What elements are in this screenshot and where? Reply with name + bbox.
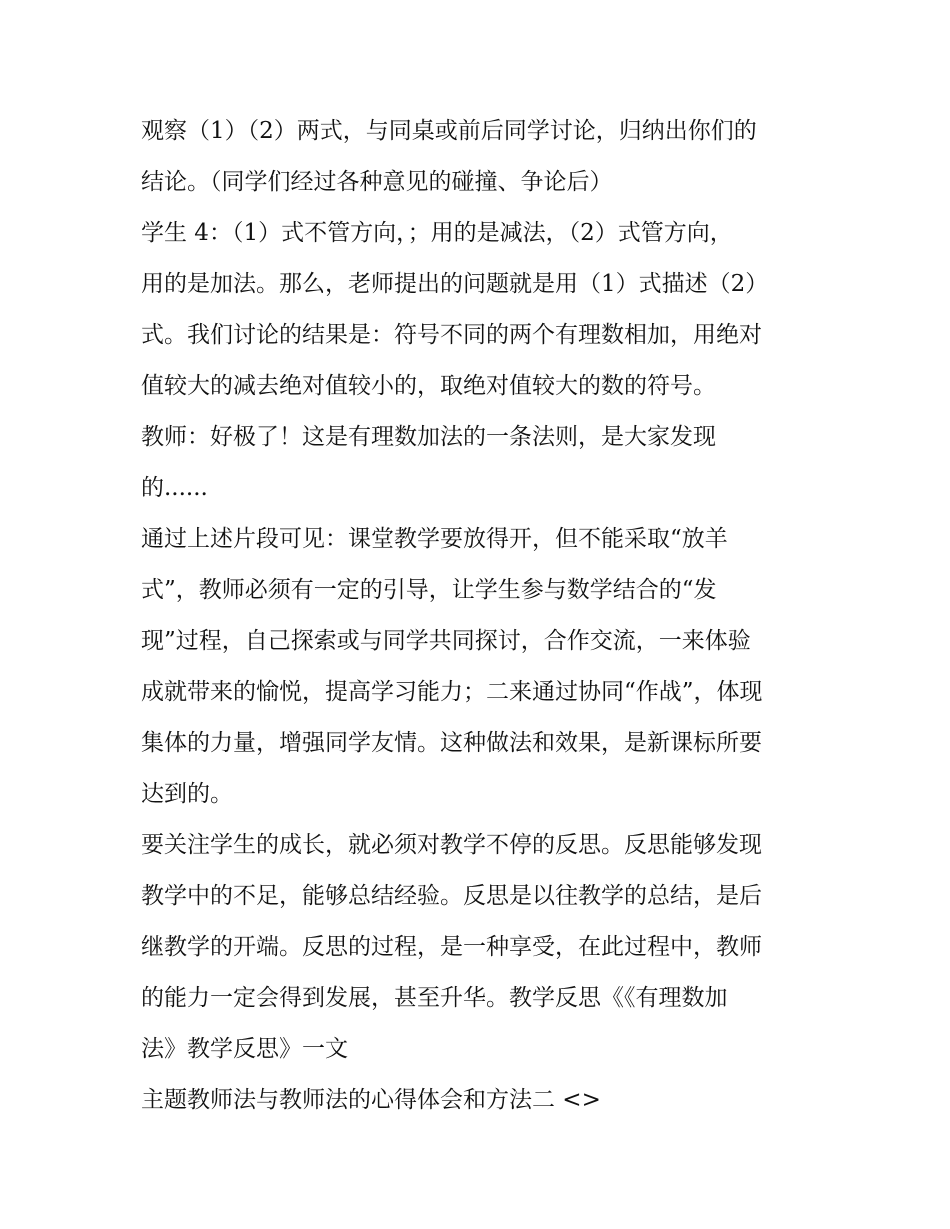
text-line: 值较大的减去绝对值较小的，取绝对值较大的数的符号。	[141, 373, 716, 399]
text-line: 集体的力量，增强同学友情。这种做法和效果，是新课标所要	[141, 730, 762, 756]
text-line: 达到的。	[141, 781, 233, 807]
text-line: 通过上述片段可见：课堂教学要放得开，但不能采取“放羊	[141, 526, 728, 552]
text-line: 教师：好极了！这是有理数加法的一条法则，是大家发现	[141, 424, 716, 450]
text-line: 继教学的开端。反思的过程，是一种享受，在此过程中，教师	[141, 934, 762, 960]
text-line: 观察（1）（2）两式，与同桌或前后同学讨论，归纳出你们的	[141, 118, 757, 144]
text-line: 学生 4：（1）式不管方向，；用的是减法，（2）式管方向，	[141, 220, 733, 246]
text-line: 要关注学生的成长，就必须对教学不停的反思。反思能够发现	[141, 832, 762, 858]
document-body	[141, 108, 821, 1128]
text-line: 结论。（同学们经过各种意见的碰撞、争论后）	[141, 169, 613, 195]
text-line: 现”过程，自己探索或与同学共同探讨，合作交流，一来体验	[141, 628, 751, 654]
text-line: 式。我们讨论的结果是：符号不同的两个有理数相加，用绝对	[141, 322, 762, 348]
text-line: 的能力一定会得到发展，甚至升华。教学反思《《有理数加	[141, 985, 728, 1011]
text-line: 用的是加法。那么，老师提出的问题就是用（1）式描述（2）	[141, 271, 769, 297]
text-line: 法》教学反思》一文	[141, 1036, 348, 1062]
text-line: 的......	[141, 475, 208, 501]
text-line: 式”，教师必须有一定的引导，让学生参与数学结合的“发	[141, 577, 717, 603]
text-line: 成就带来的愉悦，提高学习能力；二来通过协同“作战”，体现	[141, 679, 763, 705]
text-line: 教学中的不足，能够总结经验。反思是以往教学的总结，是后	[141, 883, 762, 909]
text-line: 主题教师法与教师法的心得体会和方法二 <>	[141, 1087, 601, 1113]
